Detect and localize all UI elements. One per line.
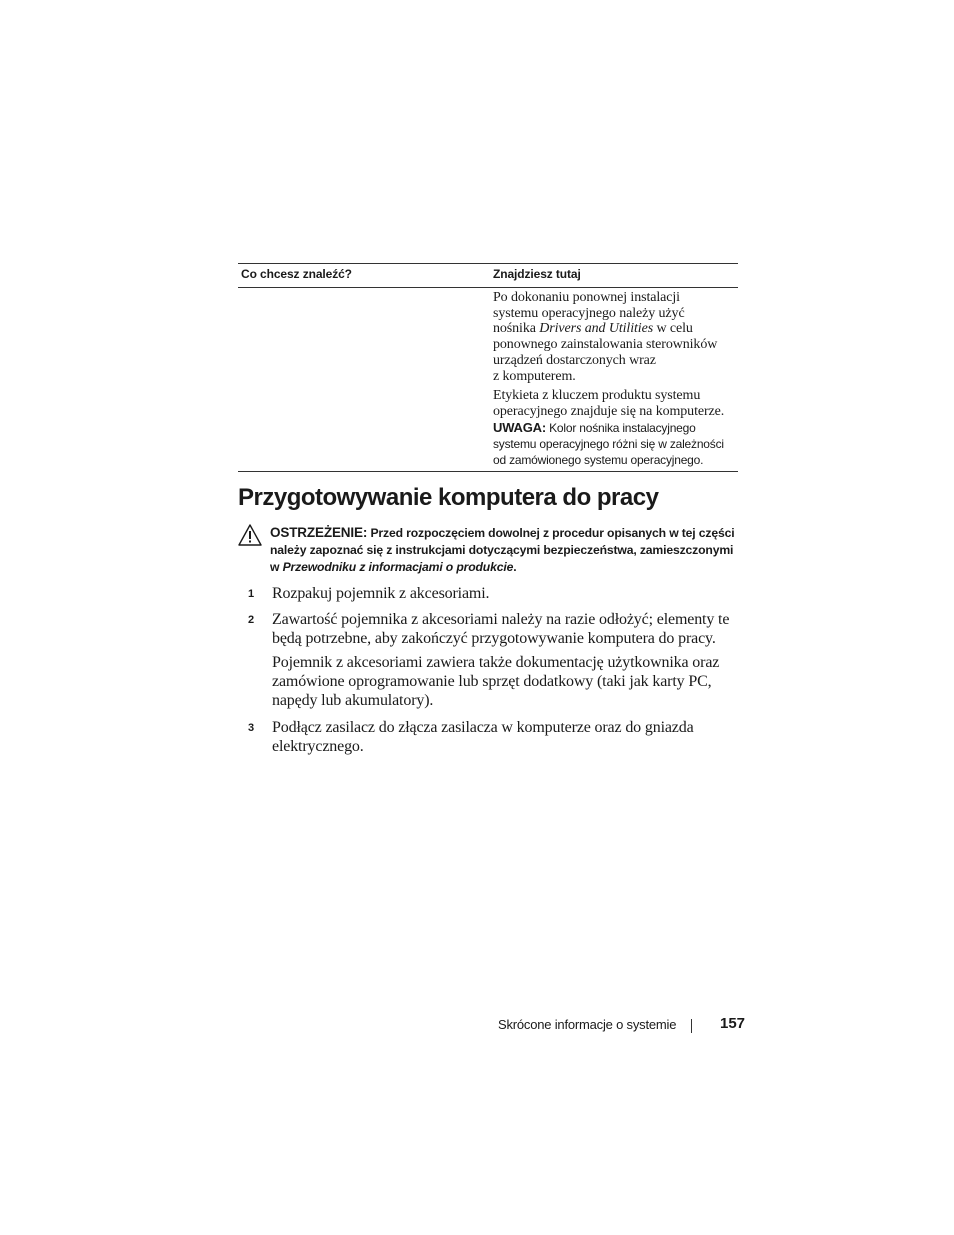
header-where: Znajdziesz tutaj [493,267,581,281]
step-number: 3 [248,722,255,734]
reinstall-paragraph: Po dokonaniu ponownej instalacji systemu operacyjnego należy użyć nośnika Drivers and Utilities w celu ponownego zainstalowania sterowników urządzeń dostarczonych wraz z komputerem. [493,290,718,384]
step-text: Zawartość pojemnika z akcesoriami należy na razie odłożyć; elementy te będą potrzebne, aby zakończyć przygotowywanie komputera do pracy. [272,611,730,647]
product-key-paragraph: Etykieta z kluczem produktu systemu operacyjnego znajduje się na komputerze. [493,388,725,419]
table-cell-where [493,288,738,468]
footer-title: Skrócone informacje o systemie [498,1017,677,1032]
step-text: Pojemnik z akcesoriami zawiera także dokumentację użytkownika oraz zamówione oprogramowanie lub sprzęt dodatkowy (taki jak karty PC, napędy lub akumulatory). [272,654,720,709]
section-title: Przygotowywanie komputera do pracy [238,484,659,511]
info-table [238,263,738,472]
note-label: UWAGA: [493,419,546,435]
step-number: 2 [248,614,255,626]
guide-name: Przewodniku z informacjami o produkcie [282,560,514,574]
media-name: Drivers and Utilities [539,321,654,337]
step-number: 1 [248,588,255,600]
list-item [248,718,738,756]
warning-text: OSTRZEŻENIE: Przed rozpoczęciem dowolnej z procedur opisanych w tej części należy zapoznać się z instrukcjami dotyczącymi bezpieczeństwa, zamieszczonymi w Przewodniku z informacjami o produkcie. [270,525,735,574]
footer-divider [691,1019,692,1033]
warning-label: OSTRZEŻENIE: [270,525,368,540]
header-what: Co chcesz znaleźć? [241,267,352,281]
warning-triangle-icon [238,524,262,551]
table-row [238,288,738,472]
note: UWAGA: Kolor nośnika instalacyjnego systemu operacyjnego różni się w zależności od zamówionego systemu operacyjnego. [493,419,724,467]
page-number: 157 [720,1015,746,1032]
list-item-continuation [248,653,738,710]
list-item [248,584,738,603]
page-footer [0,1014,954,1036]
list-item [248,610,738,648]
warning-box [238,524,748,576]
table-header [238,263,738,288]
step-text: Podłącz zasilacz do złącza zasilacza w komputerze oraz do gniazda elektrycznego. [272,719,694,755]
step-text: Rozpakuj pojemnik z akcesoriami. [272,585,490,602]
